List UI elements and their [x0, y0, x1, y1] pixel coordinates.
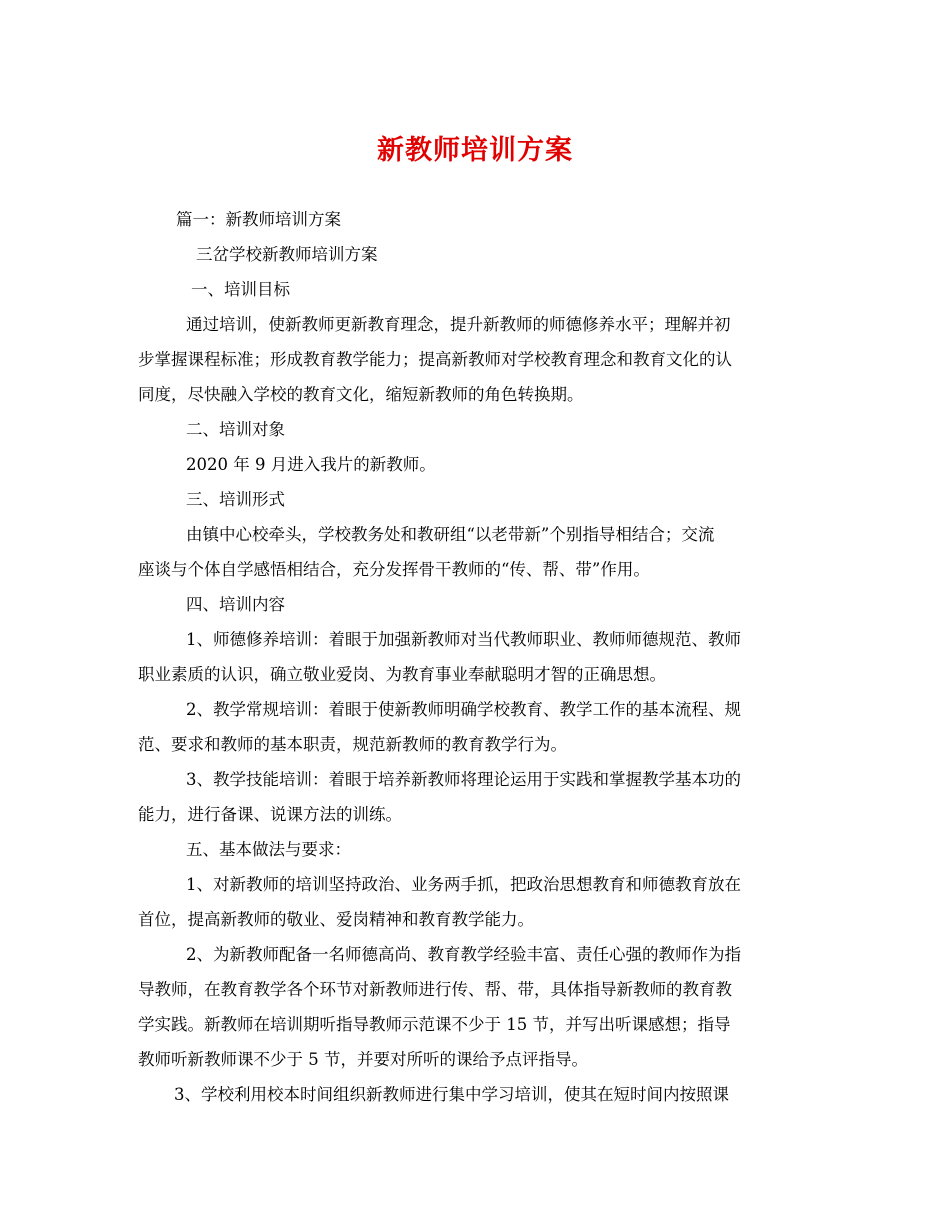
- paragraph-line: 同度，尽快融入学校的教育文化，缩短新教师的角色转换期。: [138, 385, 584, 404]
- paragraph-line: 导教师，在教育教学各个环节对新教师进行传、帮、带，具体指导新教师的教育教: [138, 980, 732, 999]
- paragraph-line: 座谈与个体自学感悟相结合，充分发挥骨干教师的“传、帮、带”作用。: [138, 560, 650, 579]
- paragraph-line: 2、为新教师配备一名师德高尚、教育教学经验丰富、责任心强的教师作为指: [186, 945, 741, 964]
- paragraph-line: 通过培训，使新教师更新教育理念，提升新教师的师德修养水平；理解并初: [186, 315, 731, 334]
- paragraph-line: 能力，进行备课、说课方法的训练。: [138, 805, 402, 824]
- heading-goals: 一、培训目标: [191, 280, 290, 299]
- document-title: 新教师培训方案: [377, 135, 573, 166]
- paragraph-line: 由镇中心校牵头，学校教务处和教研组“以老带新”个别指导相结合；交流: [186, 525, 715, 544]
- paragraph-line: 步掌握课程标准；形成教育教学能力；提高新教师对学校教育理念和教育文化的认: [138, 350, 732, 369]
- heading-content: 四、培训内容: [186, 595, 285, 614]
- paragraph-line: 1、师德修养培训：着眼于加强新教师对当代教师职业、教师师德规范、教师: [186, 630, 741, 649]
- paragraph-line: 首位，提高新教师的敬业、爱岗精神和教育教学能力。: [138, 910, 534, 929]
- paragraph-line: 1、对新教师的培训坚持政治、业务两手抓，把政治思想教育和师德教育放在: [186, 875, 741, 894]
- paragraph-line: 学实践。新教师在培训期听指导教师示范课不少于 15 节，并写出听课感想；指导: [138, 1015, 731, 1034]
- paragraph-line: 教师听新教师课不少于 5 节，并要对所听的课给予点评指导。: [138, 1050, 588, 1069]
- heading-targets: 二、培训对象: [186, 420, 285, 439]
- heading-format: 三、培训形式: [186, 490, 285, 509]
- paragraph-line: 职业素质的认识，确立敬业爱岗、为教育事业奉献聪明才智的正确思想。: [138, 665, 666, 684]
- paragraph-line: 3、教学技能培训：着眼于培养新教师将理论运用于实践和掌握教学基本功的: [186, 770, 741, 789]
- subtitle: 三岔学校新教师培训方案: [196, 245, 378, 264]
- paragraph-line: 3、学校利用校本时间组织新教师进行集中学习培训，使其在短时间内按照课: [174, 1085, 729, 1104]
- heading-methods: 五、基本做法与要求：: [186, 840, 351, 859]
- paragraph-line: 2020 年 9 月进入我片的新教师。: [186, 455, 436, 474]
- paragraph-line: 范、要求和教师的基本职责，规范新教师的教育教学行为。: [138, 735, 567, 754]
- paragraph-line: 2、教学常规培训：着眼于使新教师明确学校教育、教学工作的基本流程、规: [186, 700, 741, 719]
- section-heading: 篇一：新教师培训方案: [176, 210, 341, 229]
